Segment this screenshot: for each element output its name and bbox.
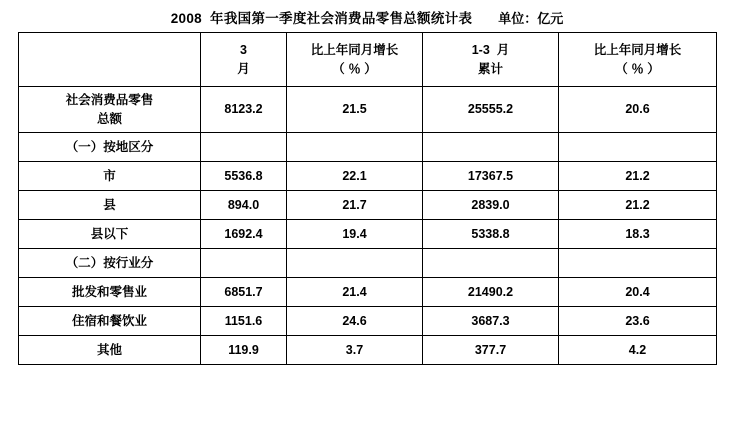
cell-q1-growth: 20.6 — [559, 87, 717, 133]
cell-march: 1151.6 — [201, 307, 287, 336]
cell-march: 1692.4 — [201, 220, 287, 249]
row-label: 县 — [19, 191, 201, 220]
table-header-row — [19, 33, 717, 87]
document-header — [0, 0, 734, 32]
table-row — [19, 307, 717, 336]
table-row — [19, 336, 717, 365]
cell-q1-growth: 18.3 — [559, 220, 717, 249]
column-header-category — [19, 33, 201, 87]
cell-march-growth: 21.4 — [287, 278, 423, 307]
cell-q1: 25555.2 — [423, 87, 559, 133]
table-row — [19, 249, 717, 278]
row-label: 社会消费品零售 总额 — [19, 87, 201, 133]
cell-march — [201, 133, 287, 162]
cell-march: 8123.2 — [201, 87, 287, 133]
table-row — [19, 162, 717, 191]
cell-q1 — [423, 133, 559, 162]
column-header-march-growth: 比上年同月增长 （ ％ ） — [287, 33, 423, 87]
cell-q1 — [423, 249, 559, 278]
cell-march-growth: 3.7 — [287, 336, 423, 365]
table-row — [19, 133, 717, 162]
row-label: 批发和零售业 — [19, 278, 201, 307]
cell-q1: 3687.3 — [423, 307, 559, 336]
cell-march: 6851.7 — [201, 278, 287, 307]
table-row — [19, 191, 717, 220]
cell-q1-growth: 23.6 — [559, 307, 717, 336]
cell-q1: 377.7 — [423, 336, 559, 365]
table-row — [19, 220, 717, 249]
cell-march: 5536.8 — [201, 162, 287, 191]
row-label: 县以下 — [19, 220, 201, 249]
cell-q1-growth: 4.2 — [559, 336, 717, 365]
row-label: 其他 — [19, 336, 201, 365]
cell-q1-growth: 21.2 — [559, 191, 717, 220]
cell-march: 119.9 — [201, 336, 287, 365]
column-header-q1-cumulative: 1-3 月 累计 — [423, 33, 559, 87]
row-label: 住宿和餐饮业 — [19, 307, 201, 336]
cell-march-growth — [287, 133, 423, 162]
row-label: （一）按地区分 — [19, 133, 201, 162]
cell-march-growth — [287, 249, 423, 278]
cell-q1-growth: 21.2 — [559, 162, 717, 191]
table-container — [0, 32, 734, 365]
cell-q1-growth: 20.4 — [559, 278, 717, 307]
retail-sales-table — [18, 32, 717, 365]
table-row — [19, 278, 717, 307]
row-label: 市 — [19, 162, 201, 191]
cell-march-growth: 21.7 — [287, 191, 423, 220]
page-title: 2008 年我国第一季度社会消费品零售总额统计表 — [170, 11, 473, 26]
cell-q1: 21490.2 — [423, 278, 559, 307]
cell-march-growth: 22.1 — [287, 162, 423, 191]
cell-march-growth: 21.5 — [287, 87, 423, 133]
cell-q1-growth — [559, 133, 717, 162]
unit-note: 单位：亿元 — [498, 11, 564, 26]
cell-march — [201, 249, 287, 278]
cell-march: 894.0 — [201, 191, 287, 220]
cell-march-growth: 24.6 — [287, 307, 423, 336]
cell-march-growth: 19.4 — [287, 220, 423, 249]
cell-q1: 2839.0 — [423, 191, 559, 220]
column-header-q1-growth: 比上年同月增长 （ ％ ） — [559, 33, 717, 87]
cell-q1-growth — [559, 249, 717, 278]
table-row — [19, 87, 717, 133]
cell-q1: 5338.8 — [423, 220, 559, 249]
cell-q1: 17367.5 — [423, 162, 559, 191]
row-label: （二）按行业分 — [19, 249, 201, 278]
column-header-march: 3 月 — [201, 33, 287, 87]
